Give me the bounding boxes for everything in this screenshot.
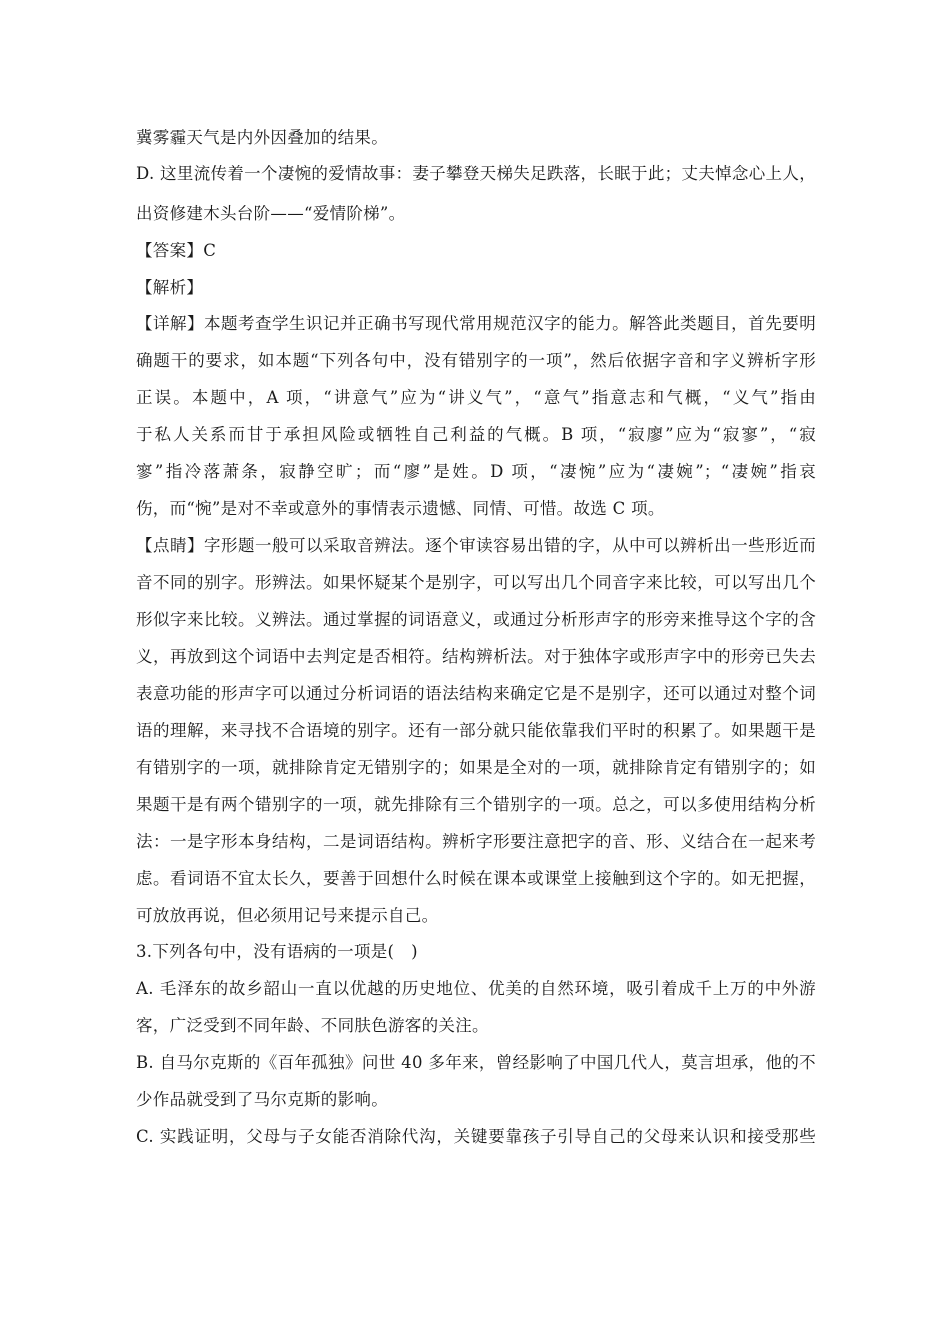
option-b-line: 少作品就受到了马尔克斯的影响。 — [136, 1090, 388, 1109]
tip-line: 音不同的别字。形辨法。如果怀疑某个是别字，可以写出几个同音字来比较，可以写出几个 — [136, 573, 816, 592]
question-3-stem: 3.下列各句中，没有语病的一项是( ) — [136, 942, 418, 961]
option-a-line: 客，广泛受到不同年龄、不同肤色游客的关注。 — [136, 1016, 489, 1035]
option-c-line: C. 实践证明，父母与子女能否消除代沟，关键要靠孩子引导自己的父母来认识和接受那些 — [136, 1127, 816, 1146]
tip-line: 形似字来比较。义辨法。通过掌握的词语意义，或通过分析形声字的形旁来推导这个字的含 — [136, 610, 816, 629]
tip-line: 【点睛】字形题一般可以采取音辨法。逐个审读容易出错的字，从中可以辨析出一些形近而 — [136, 536, 816, 555]
tip-line: 虑。看词语不宜太长久，要善于回想什么时候在课本或课堂上接触到这个字的。如无把握， — [136, 869, 816, 888]
tip-line: 语的理解，来寻找不合语境的别字。还有一部分就只能依靠我们平时的积累了。如果题干是 — [136, 721, 816, 740]
text-line: 冀雾霾天气是内外因叠加的结果。 — [136, 128, 388, 147]
option-d-line: D. 这里流传着一个凄惋的爱情故事：妻子攀登天梯失足跌落，长眠于此；丈夫悼念心上人， — [136, 164, 816, 183]
explanation-line: 于私人关系而甘于承担风险或牺牲自己利益的气概。B 项，“寂廖”应为“寂寥”，“寂 — [136, 425, 816, 444]
option-a-line: A. 毛泽东的故乡韶山一直以优越的历史地位、优美的自然环境，吸引着成千上万的中外游 — [136, 979, 816, 998]
explanation-line: 确题干的要求，如本题“下列各句中，没有错别字的一项”，然后依据字音和字义辨析字形 — [136, 351, 816, 370]
option-b-line: B. 自马尔克斯的《百年孤独》问世 40 多年来，曾经影响了中国几代人，莫言坦承，他的不 — [136, 1053, 816, 1072]
explanation-line: 正误。本题中，A 项，“讲意气”应为“讲义气”，“意气”指意志和气概，“义气”指由 — [136, 388, 816, 407]
tip-line: 有错别字的一项，就排除肯定无错别字的；如果是全对的一项，就排除肯定有错别字的；如 — [136, 758, 816, 777]
explanation-line: 寥”指冷落萧条，寂静空旷；而“廖”是姓。D 项，“凄惋”应为“凄婉”；“凄婉”指哀 — [136, 462, 816, 481]
tip-line: 法：一是字形本身结构，二是词语结构。辨析字形要注意把字的音、形、义结合在一起来考 — [136, 832, 816, 851]
tip-line: 果题干是有两个错别字的一项，就先排除有三个错别字的一项。总之，可以多使用结构分析 — [136, 795, 816, 814]
answer-line: 【答案】C — [136, 241, 217, 260]
tip-line: 表意功能的形声字可以通过分析词语的语法结构来确定它是不是别字，还可以通过对整个词 — [136, 684, 816, 703]
text-line: 出资修建木头台阶——“爱情阶梯”。 — [136, 204, 406, 223]
explanation-line: 【详解】本题考查学生识记并正确书写现代常用规范汉字的能力。解答此类题目，首先要明 — [136, 314, 816, 333]
tip-line: 义，再放到这个词语中去判定是否相符。结构辨析法。对于独体字或形声字中的形旁已失去 — [136, 647, 816, 666]
analysis-heading: 【解析】 — [136, 278, 204, 297]
explanation-line: 伤，而“惋”是对不幸或意外的事情表示遗憾、同情、可惜。故选 C 项。 — [136, 499, 665, 518]
tip-line: 可放放再说，但必须用记号来提示自己。 — [136, 906, 439, 925]
